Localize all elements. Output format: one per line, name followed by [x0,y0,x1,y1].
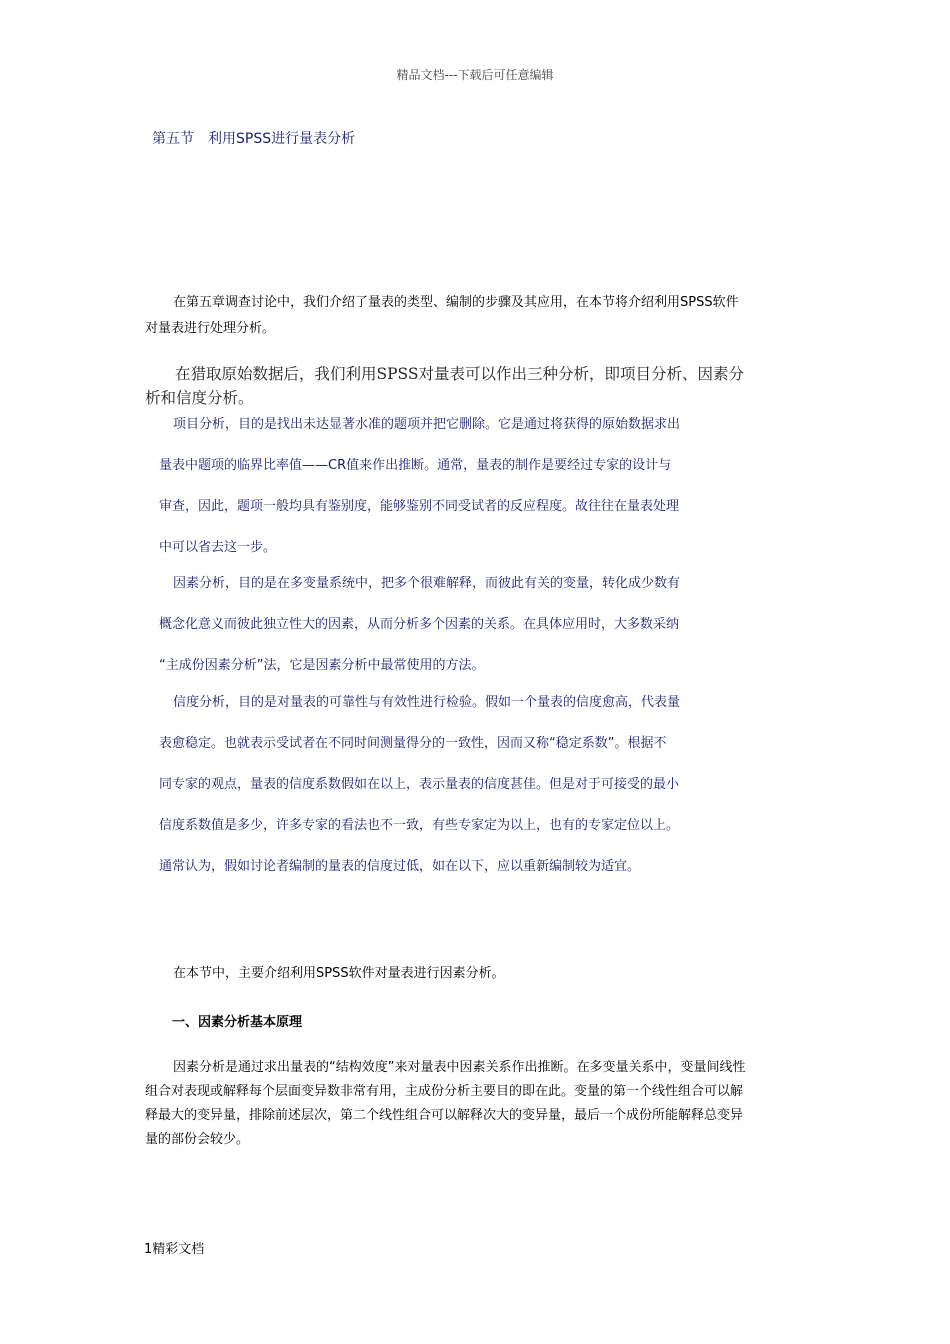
overview-paragraph: 在猎取原始数据后，我们利用SPSS对量表可以作出三种分析，即项目分析、因素分析和信度分析。 [145,365,745,407]
reliability-analysis-paragraph [159,682,749,887]
page-footer: 1精彩文档 [144,1242,205,1257]
principle-paragraph: 因素分析是通过求出量表的“结构效度”来对量表中因素关系作出推断。在多变量关系中，变量间线性组合对表现或解释每个层面变异数非常有用，主成份分析主要目的即在此。变量的第一个线性组合可以解释最大的变异量，排除前述层次，第二个线性组合可以解释次大的变异量，最后一个成份所能解释总变异量的部份会较少。 [145,1060,746,1147]
factor-analysis-line: 概念化意义而彼此独立性大的因素，从而分析多个因素的关系。在具体应用时，大多数采纳 [159,617,680,632]
item-analysis-line: 审查，因此，题项一般均具有鉴别度，能够鉴别不同受试者的反应程度。故往往在量表处理 [159,499,680,514]
section-intro-paragraph: 在本节中，主要介绍利用SPSS软件对量表进行因素分析。 [173,966,505,981]
item-analysis-line: 中可以省去这一步。 [159,540,277,555]
reliability-analysis-line: 通常认为，假如讨论者编制的量表的信度过低，如在以下，应以重新编制较为适宜。 [159,859,641,874]
section-title: 第五节 利用SPSS进行量表分析 [152,131,356,147]
intro-paragraph: 在第五章调查讨论中，我们介绍了量表的类型、编制的步骤及其应用，在本节将介绍利用SPSS软件对量表进行处理分析。 [145,295,739,336]
item-analysis-line: 量表中题项的临界比率值——CR值来作出推断。通常，量表的制作是要经过专家的设计与 [159,458,672,473]
factor-analysis-line: “主成份因素分析”法，它是因素分析中最常使用的方法。 [159,658,485,673]
reliability-analysis-line: 信度系数值是多少，许多专家的看法也不一致，有些专家定为以上，也有的专家定位以上。 [159,818,680,833]
item-analysis-paragraph [159,404,749,568]
subsection-heading: 一、因素分析基本原理 [172,1015,303,1030]
factor-analysis-line: 因素分析，目的是在多变量系统中，把多个很难解释，而彼此有关的变量，转化成少数有 [173,576,681,591]
factor-analysis-paragraph [159,563,749,686]
reliability-analysis-line: 信度分析，目的是对量表的可靠性与有效性进行检验。假如一个量表的信度愈高，代表量 [173,695,681,710]
item-analysis-line: 项目分析，目的是找出未达显著水准的题项并把它删除。它是通过将获得的原始数据求出 [173,417,681,432]
page-header: 精品文档---下载后可任意编辑 [396,68,554,82]
reliability-analysis-line: 同专家的观点，量表的信度系数假如在以上，表示量表的信度甚佳。但是对于可接受的最小 [159,777,680,792]
reliability-analysis-line: 表愈稳定。也就表示受试者在不同时间测量得分的一致性，因而又称“稳定系数”。根据不 [159,736,667,751]
